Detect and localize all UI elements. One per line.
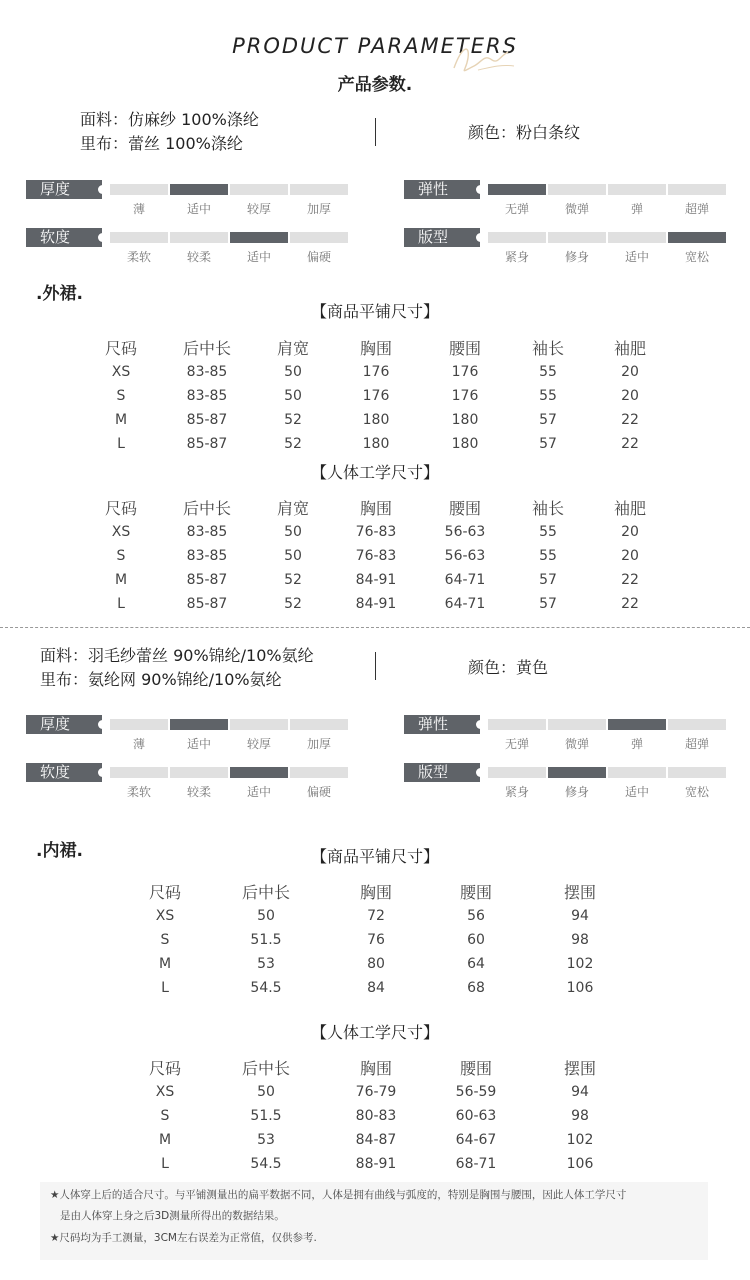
table-cell: 180	[451, 436, 479, 452]
attribute-bar-selected	[230, 767, 288, 778]
divider	[375, 118, 376, 146]
table-cell: 180	[362, 412, 390, 428]
table-cell: 84-91	[355, 596, 397, 612]
table-cell: 80-83	[355, 1108, 397, 1124]
table-cell: 50	[284, 548, 302, 564]
note-line-2: 是由人体穿上身之后3D测量所得出的数据结果。	[60, 1210, 285, 1222]
attribute-bar-selected	[170, 184, 228, 195]
table-cell: 84	[367, 980, 385, 996]
attribute-option-label: 紧身	[504, 250, 529, 264]
attribute-option-label: 微弹	[564, 737, 589, 751]
table-header-cell: 尺码	[148, 883, 181, 902]
table-cell: S	[116, 548, 126, 564]
table-cell: 20	[621, 548, 639, 564]
table-cell: 176	[451, 364, 479, 380]
table-cell: 50	[257, 908, 275, 924]
table-cell: 83-85	[186, 548, 228, 564]
table-cell: 52	[284, 436, 302, 452]
attribute-option-label: 较厚	[246, 202, 271, 216]
table-header-cell: 肩宽	[276, 499, 309, 518]
attribute-bar	[170, 232, 228, 243]
attribute-tag: 版型	[404, 763, 480, 782]
table-header-cell: 摆围	[563, 883, 596, 902]
table-cell: 68	[467, 980, 485, 996]
attribute-option-label: 加厚	[306, 202, 331, 216]
notes-box	[40, 1182, 708, 1260]
table-header-cell: 尺码	[104, 339, 137, 358]
table-cell: M	[114, 572, 128, 588]
attribute-option-label: 柔软	[126, 785, 151, 799]
table-cell: 22	[621, 572, 639, 588]
table-cell: 85-87	[186, 436, 228, 452]
table-cell: 76-79	[355, 1084, 397, 1100]
attribute-option-label: 适中	[246, 250, 271, 264]
attribute-bar	[608, 232, 666, 243]
table-cell: 76-83	[355, 524, 397, 540]
attribute-bar	[110, 184, 168, 195]
attribute-tag: 软度	[26, 228, 102, 247]
attribute-bar-selected	[668, 232, 726, 243]
attribute-option-label: 薄	[132, 737, 145, 751]
attribute-bar-selected	[170, 719, 228, 730]
table-cell: L	[161, 980, 169, 996]
note-line-1: ★人体穿上后的适合尺寸。与平铺测量出的扁平数据不同，人体是拥有曲线与弧度的，特别是胸围与腰围，因此人体工学尺寸	[50, 1189, 627, 1201]
table-title: 【人体工学尺寸】	[310, 463, 439, 482]
table-header-cell: 胸围	[359, 339, 392, 358]
outer-section-title: .外裙.	[36, 284, 83, 304]
table-cell: 57	[539, 412, 557, 428]
attribute-option-label: 适中	[624, 250, 649, 264]
attribute-option-label: 偏硬	[306, 250, 331, 264]
table-cell: 57	[539, 436, 557, 452]
table-cell: 54.5	[250, 1156, 282, 1172]
attribute-option-label: 无弹	[504, 737, 529, 751]
table-cell: XS	[111, 524, 131, 540]
inner-fabric-line2: 里布：氨纶网 90%锦纶/10%氨纶	[40, 670, 282, 689]
table-cell: 52	[284, 412, 302, 428]
table-header-cell: 尺码	[104, 499, 137, 518]
attribute-option-label: 无弹	[504, 202, 529, 216]
attribute-bar-selected	[230, 232, 288, 243]
attribute-bar	[290, 184, 348, 195]
table-cell: 84-87	[355, 1132, 397, 1148]
attribute-option-label: 弹	[630, 202, 643, 216]
table-cell: 53	[257, 1132, 275, 1148]
attribute-option-label: 较柔	[186, 785, 211, 799]
table-cell: 22	[621, 596, 639, 612]
table-header-cell: 尺码	[148, 1059, 181, 1078]
table-cell: 94	[571, 1084, 589, 1100]
table-header-cell: 腰围	[459, 883, 492, 902]
table-cell: 52	[284, 572, 302, 588]
table-header-cell: 后中长	[182, 339, 231, 358]
attribute-bar	[230, 184, 288, 195]
attribute-option-label: 柔软	[126, 250, 151, 264]
table-cell: 56-63	[444, 524, 486, 540]
table-cell: XS	[111, 364, 131, 380]
attribute-tag: 弹性	[404, 715, 480, 734]
title-english: PRODUCT PARAMETERS	[232, 34, 518, 58]
table-cell: 106	[566, 1156, 594, 1172]
attribute-bar	[290, 232, 348, 243]
table-header-cell: 腰围	[448, 499, 481, 518]
table-header-cell: 胸围	[359, 883, 392, 902]
attribute-bar	[170, 767, 228, 778]
table-cell: 56-59	[455, 1084, 497, 1100]
table-cell: 80	[367, 956, 385, 972]
attribute-bar	[668, 719, 726, 730]
table-cell: M	[158, 956, 172, 972]
table-cell: 85-87	[186, 412, 228, 428]
attribute-option-label: 修身	[564, 785, 589, 799]
table-cell: 83-85	[186, 364, 228, 380]
table-cell: L	[117, 596, 125, 612]
table-title: 【商品平铺尺寸】	[310, 847, 439, 866]
table-cell: 55	[539, 364, 557, 380]
table-cell: 53	[257, 956, 275, 972]
table-cell: XS	[155, 1084, 175, 1100]
attribute-bar	[668, 767, 726, 778]
table-cell: 176	[362, 364, 390, 380]
inner-color: 颜色：黄色	[468, 658, 549, 677]
table-header-cell: 袖肥	[613, 339, 646, 358]
table-cell: 51.5	[250, 1108, 282, 1124]
attribute-bar	[110, 232, 168, 243]
table-cell: 76	[367, 932, 385, 948]
attribute-option-label: 较厚	[246, 737, 271, 751]
table-header-cell: 后中长	[241, 883, 290, 902]
attribute-tag: 厚度	[26, 180, 102, 199]
table-title: 【商品平铺尺寸】	[310, 302, 439, 321]
table-cell: 102	[566, 956, 594, 972]
attribute-bar	[230, 719, 288, 730]
table-cell: S	[116, 388, 126, 404]
table-header-cell: 袖长	[531, 339, 564, 358]
table-cell: 64-71	[444, 596, 486, 612]
attribute-bar	[668, 184, 726, 195]
table-header-cell: 袖肥	[613, 499, 646, 518]
table-cell: 72	[367, 908, 385, 924]
attribute-option-label: 超弹	[684, 737, 709, 751]
attribute-option-label: 紧身	[504, 785, 529, 799]
inner-section-title: .内裙.	[36, 841, 83, 861]
table-cell: 50	[284, 524, 302, 540]
attribute-bar	[548, 184, 606, 195]
table-cell: 84-91	[355, 572, 397, 588]
table-cell: 98	[571, 1108, 589, 1124]
attribute-bar	[290, 767, 348, 778]
attribute-option-label: 加厚	[306, 737, 331, 751]
table-cell: 54.5	[250, 980, 282, 996]
table-cell: 50	[284, 364, 302, 380]
attribute-option-label: 适中	[624, 785, 649, 799]
divider	[375, 652, 376, 680]
table-title: 【人体工学尺寸】	[310, 1023, 439, 1042]
table-cell: 76-83	[355, 548, 397, 564]
attribute-bar-selected	[548, 767, 606, 778]
table-cell: 50	[284, 388, 302, 404]
outer-fabric-line1: 面料：仿麻纱 100%涤纶	[80, 110, 259, 129]
attribute-option-label: 修身	[564, 250, 589, 264]
table-header-cell: 袖长	[531, 499, 564, 518]
attribute-option-label: 适中	[246, 785, 271, 799]
table-cell: 176	[451, 388, 479, 404]
attribute-option-label: 微弹	[564, 202, 589, 216]
table-header-cell: 肩宽	[276, 339, 309, 358]
table-cell: S	[160, 932, 170, 948]
attribute-bar	[488, 767, 546, 778]
attribute-option-label: 宽松	[684, 785, 709, 799]
attribute-option-label: 较柔	[186, 250, 211, 264]
table-cell: 56-63	[444, 548, 486, 564]
table-cell: 57	[539, 596, 557, 612]
title-chinese: 产品参数.	[337, 75, 413, 95]
attribute-bar	[110, 767, 168, 778]
table-cell: 83-85	[186, 388, 228, 404]
table-cell: 106	[566, 980, 594, 996]
attribute-bar	[548, 232, 606, 243]
table-cell: 56	[467, 908, 485, 924]
table-cell: 85-87	[186, 572, 228, 588]
attribute-option-label: 薄	[132, 202, 145, 216]
attribute-tag: 厚度	[26, 715, 102, 734]
attribute-tag: 弹性	[404, 180, 480, 199]
table-cell: 55	[539, 388, 557, 404]
table-cell: 22	[621, 436, 639, 452]
attribute-tag: 软度	[26, 763, 102, 782]
table-cell: 55	[539, 524, 557, 540]
attribute-option-label: 适中	[186, 202, 211, 216]
table-header-cell: 后中长	[241, 1059, 290, 1078]
table-cell: 64-67	[455, 1132, 497, 1148]
table-cell: 52	[284, 596, 302, 612]
table-header-cell: 腰围	[448, 339, 481, 358]
attribute-bar-selected	[488, 184, 546, 195]
table-cell: 64	[467, 956, 485, 972]
table-cell: L	[161, 1156, 169, 1172]
table-cell: 176	[362, 388, 390, 404]
table-cell: M	[158, 1132, 172, 1148]
table-cell: L	[117, 436, 125, 452]
table-header-cell: 胸围	[359, 1059, 392, 1078]
attribute-bar	[608, 767, 666, 778]
table-cell: 68-71	[455, 1156, 497, 1172]
table-cell: S	[160, 1108, 170, 1124]
table-cell: 60	[467, 932, 485, 948]
table-cell: 20	[621, 388, 639, 404]
attribute-bar	[608, 184, 666, 195]
table-cell: 98	[571, 932, 589, 948]
table-cell: 20	[621, 364, 639, 380]
attribute-option-label: 超弹	[684, 202, 709, 216]
table-cell: 50	[257, 1084, 275, 1100]
inner-fabric-line1: 面料：羽毛纱蕾丝 90%锦纶/10%氨纶	[40, 646, 314, 665]
table-header-cell: 腰围	[459, 1059, 492, 1078]
table-header-cell: 后中长	[182, 499, 231, 518]
outer-color: 颜色：粉白条纹	[468, 123, 581, 142]
attribute-bar-selected	[608, 719, 666, 730]
attribute-option-label: 适中	[186, 737, 211, 751]
note-line-3: ★尺码均为手工测量，3CM左右误差为正常值，仅供参考.	[50, 1232, 317, 1244]
table-cell: 94	[571, 908, 589, 924]
section-divider	[0, 627, 750, 628]
table-cell: 85-87	[186, 596, 228, 612]
table-cell: 64-71	[444, 572, 486, 588]
table-cell: 102	[566, 1132, 594, 1148]
attribute-option-label: 偏硬	[306, 785, 331, 799]
attribute-bar	[110, 719, 168, 730]
table-cell: 180	[451, 412, 479, 428]
table-header-cell: 胸围	[359, 499, 392, 518]
table-cell: 88-91	[355, 1156, 397, 1172]
attribute-bar	[548, 719, 606, 730]
table-header-cell: 摆围	[563, 1059, 596, 1078]
table-cell: 180	[362, 436, 390, 452]
table-cell: 55	[539, 548, 557, 564]
attribute-option-label: 弹	[630, 737, 643, 751]
table-cell: XS	[155, 908, 175, 924]
table-cell: 83-85	[186, 524, 228, 540]
table-cell: 20	[621, 524, 639, 540]
outer-fabric-line2: 里布：蕾丝 100%涤纶	[80, 134, 243, 153]
table-cell: 57	[539, 572, 557, 588]
attribute-bar	[290, 719, 348, 730]
attribute-tag: 版型	[404, 228, 480, 247]
table-cell: 22	[621, 412, 639, 428]
attribute-option-label: 宽松	[684, 250, 709, 264]
attribute-bar	[488, 719, 546, 730]
table-cell: 60-63	[455, 1108, 497, 1124]
table-cell: 51.5	[250, 932, 282, 948]
table-cell: M	[114, 412, 128, 428]
attribute-bar	[488, 232, 546, 243]
